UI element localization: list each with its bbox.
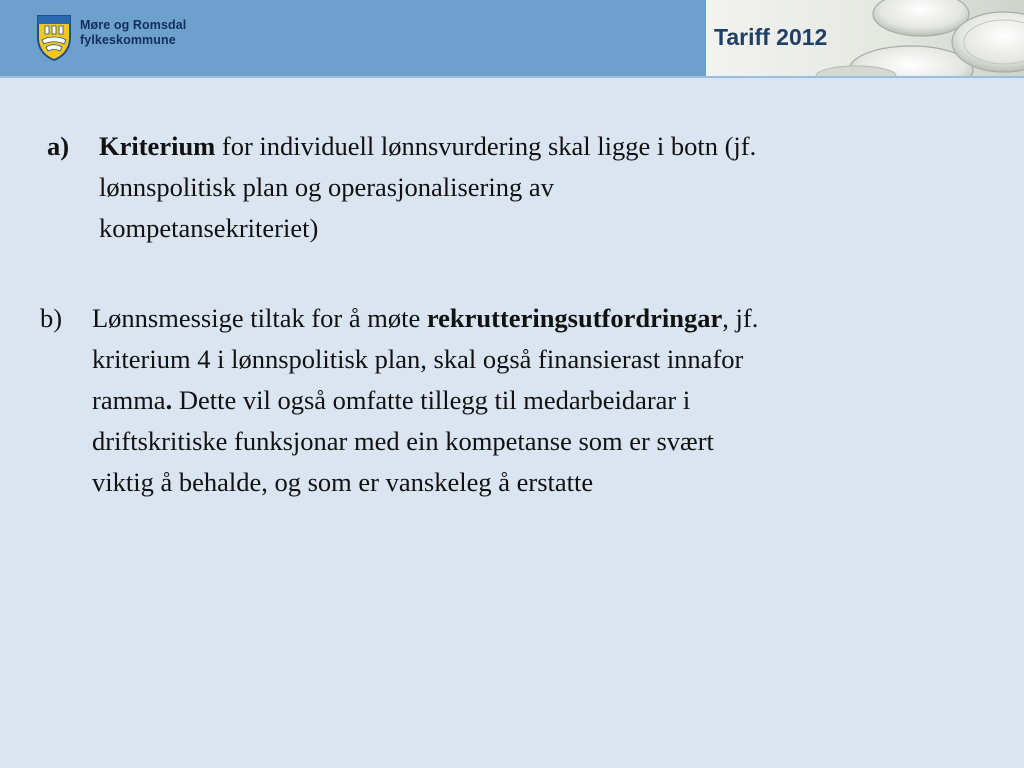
item-b-line-5: viktig å behalde, og som er vanskeleg å erstatte [92,467,594,497]
item-b-line-3 [92,380,990,421]
item-a-line-1 [99,126,979,167]
logo-name-line2: fylkeskommune [80,33,176,47]
item-b-line-3-end: Dette vil også omfatte tillegg til medarbeidarar i [172,385,691,415]
item-b-line-3-period: . [165,385,173,415]
item-a-keyword: Kriterium [99,131,216,161]
item-b-line-1-start: Lønnsmessige tiltak for å møte [92,303,427,333]
list-marker-b: b) [40,303,63,333]
list-marker-a: a) [47,131,70,161]
list-item-b-text [92,298,990,503]
item-b-line-1-end: , jf. [722,303,759,333]
item-a-line-3: kompetansekriteriet) [99,213,319,243]
item-b-line-2: kriterium 4 i lønnspolitisk plan, skal også finansierast innafor [92,344,744,374]
item-b-line-3-start: ramma [92,385,166,415]
item-a-line-2: lønnspolitisk plan og operasjonalisering av [99,172,554,202]
logo-name-line1: Møre og Romsdal [80,18,187,32]
list-item-a-text [99,126,979,249]
item-b-line-1 [92,298,990,339]
item-b-keyword: rekrutteringsutfordringar [426,303,723,333]
item-a-line-1-rest: for individuell lønnsvurdering skal ligge i botn (jf. [215,131,757,161]
banner-title: Tariff 2012 [714,24,828,50]
item-b-line-4: driftskritiske funksjonar med ein kompetanse som er svært [92,426,714,456]
